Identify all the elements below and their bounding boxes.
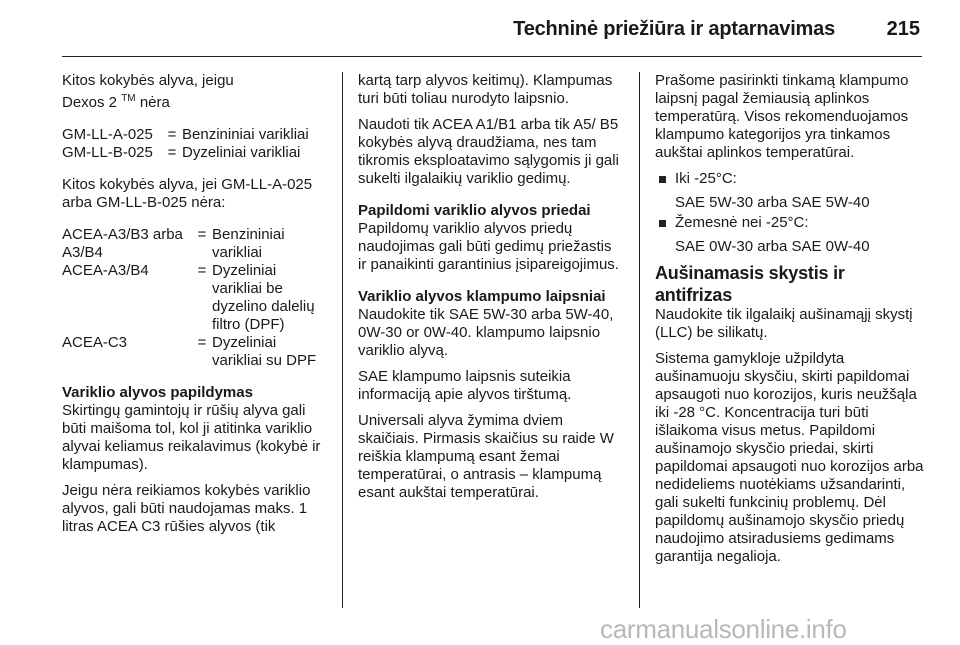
page-header xyxy=(0,0,960,64)
bullet-value: SAE 0W-30 arba SAE 0W-40 xyxy=(675,238,870,255)
section-heading-coolant: Aušinamasis skystis ir antifrizas xyxy=(655,263,845,305)
spec-eq: = xyxy=(167,126,177,143)
table-row xyxy=(62,334,327,370)
table-row xyxy=(62,262,327,334)
table-row xyxy=(62,126,327,144)
oil-substitute-paragraph: Jeigu nėra reikiamos kokybės variklio alyvos, gali būti naudojamas maks. 1 litras ACEA C3 rūšies alyvos (tik xyxy=(62,482,311,535)
oil-spec-table-1 xyxy=(62,126,327,162)
column-divider-2 xyxy=(639,72,640,608)
column-3 xyxy=(655,72,925,574)
spec-value: Dyzeliniai varikliai be dyzelino dalelių filtro (DPF) xyxy=(212,262,315,333)
spec-key: ACEA-A3/B4 xyxy=(62,262,149,279)
section-heading-additives: Papildomi variklio alyvos priedai xyxy=(358,202,591,219)
dexos-note-pre: Dexos 2 xyxy=(62,94,122,111)
coolant-details-paragraph: Sistema gamykloje užpildyta aušinamuoju skysčiu, skirti papildomai apsaugoti nuo korozijos, kuris neužšąla iki -28 °C. Koncentracija turi būti išlaikoma visus metus. Papildomi aušinamojo skysčio priedai, skirti papildomai apsaugoti nuo korozijos arba nedideliems nuotėkiams užsandarinti, gali sukelti funkcinių problemų. Dėl papildomų aušinamojo skysčio priedų naudojimo atsiradusiems gedimams garantija negalioja. xyxy=(655,350,924,565)
trademark-superscript: TM xyxy=(121,93,136,104)
bullet-square-icon xyxy=(659,176,666,183)
spec-key: ACEA-A3/B3 arba A3/B4 xyxy=(62,226,183,261)
spec-value: Benzininiai varikliai xyxy=(212,226,285,261)
spec-key: GM-LL-B-025 xyxy=(62,144,153,161)
oil-mixing-paragraph: Skirtingų gamintojų ir rūšių alyva gali būti maišoma tol, kol ji atitinka variklio alyvai keliamus reikalavimus (kokybė ir klampumas). xyxy=(62,402,321,473)
viscosity-continuation: kartą tarp alyvos keitimų). Klampumas turi būti toliau nurodyto laipsnio. xyxy=(358,72,613,107)
dexos-note xyxy=(62,72,327,112)
watermark: carmanualsonline.info xyxy=(600,614,847,644)
viscosity-selection-paragraph: Prašome pasirinkti tinkamą klampumo laipsnį pagal žemiausią aplinkos temperatūrą. Visos rekomenduojamos klampumo kategorijos yra tinkamos aukštai aplinkos temperatūrai. xyxy=(655,72,909,161)
dexos-note-post: nėra xyxy=(135,94,170,111)
list-item xyxy=(655,214,925,256)
additives-paragraph: Papildomų variklio alyvos priedų naudojimas gali būti gedimų priežastis ir panaikinti garantinius įsipareigojimus. xyxy=(358,220,619,273)
sae-paragraph: SAE klampumo laipsnis suteikia informaciją apie alyvos tirštumą. xyxy=(358,368,572,403)
table-row xyxy=(62,144,327,162)
section-heading-viscosity: Variklio alyvos klampumo laipsniai xyxy=(358,288,606,305)
table-row xyxy=(62,226,327,262)
bullet-label: Žemesnė nei -25°C: xyxy=(675,214,809,231)
list-item xyxy=(655,170,925,212)
viscosity-paragraph: Naudokite tik SAE 5W-30 arba 5W-40, 0W-30 or 0W-40. klampumo laipsnio variklio alyvą. xyxy=(358,306,614,359)
spec-eq: = xyxy=(197,226,207,243)
page-title: Techninė priežiūra ir aptarnavimas xyxy=(513,18,835,40)
spec-eq: = xyxy=(197,262,207,279)
spec-key: ACEA-C3 xyxy=(62,334,128,351)
dexos-note-line1: Kitos kokybės alyva, jeigu xyxy=(62,72,234,89)
coolant-type-paragraph: Naudokite tik ilgalaikį aušinamąjį skystį (LLC) be silikatų. xyxy=(655,306,913,341)
spec-value: Benzininiai varikliai xyxy=(182,126,309,143)
spec-eq: = xyxy=(167,144,177,161)
header-divider xyxy=(62,56,922,57)
spec-key: GM-LL-A-025 xyxy=(62,126,153,143)
spec-value: Dyzeliniai varikliai xyxy=(182,144,301,161)
acea-warning-paragraph: Naudoti tik ACEA A1/B1 arba tik A5/ B5 kokybės alyvą draudžiama, nes tam tikromis eksploatavimo sąlygomis ji gali sukelti ilgalaikių variklio gedimų. xyxy=(358,116,619,187)
page-number: 215 xyxy=(886,18,920,40)
bullet-label: Iki -25°C: xyxy=(675,170,737,187)
spec-value: Dyzeliniai varikliai su DPF xyxy=(212,334,317,369)
bullet-value: SAE 5W-30 arba SAE 5W-40 xyxy=(675,194,870,211)
column-divider-1 xyxy=(342,72,343,608)
spec-eq: = xyxy=(197,334,207,351)
bullet-square-icon xyxy=(659,220,666,227)
temperature-bullet-list xyxy=(655,170,925,256)
multigrade-paragraph: Universali alyva žymima dviem skaičiais. Pirmasis skaičius su raide W reiškia klampumą esant žemai temperatūrai, o antrasis – klampumą esant aukštai temperatūrai. xyxy=(358,412,614,501)
oil-spec-table-2 xyxy=(62,226,327,370)
column-2 xyxy=(358,72,623,510)
section-heading-oil-topup: Variklio alyvos papildymas xyxy=(62,384,253,401)
acea-intro: Kitos kokybės alyva, jei GM-LL-A-025 arba GM-LL-B-025 nėra: xyxy=(62,176,313,211)
column-1 xyxy=(62,72,327,544)
